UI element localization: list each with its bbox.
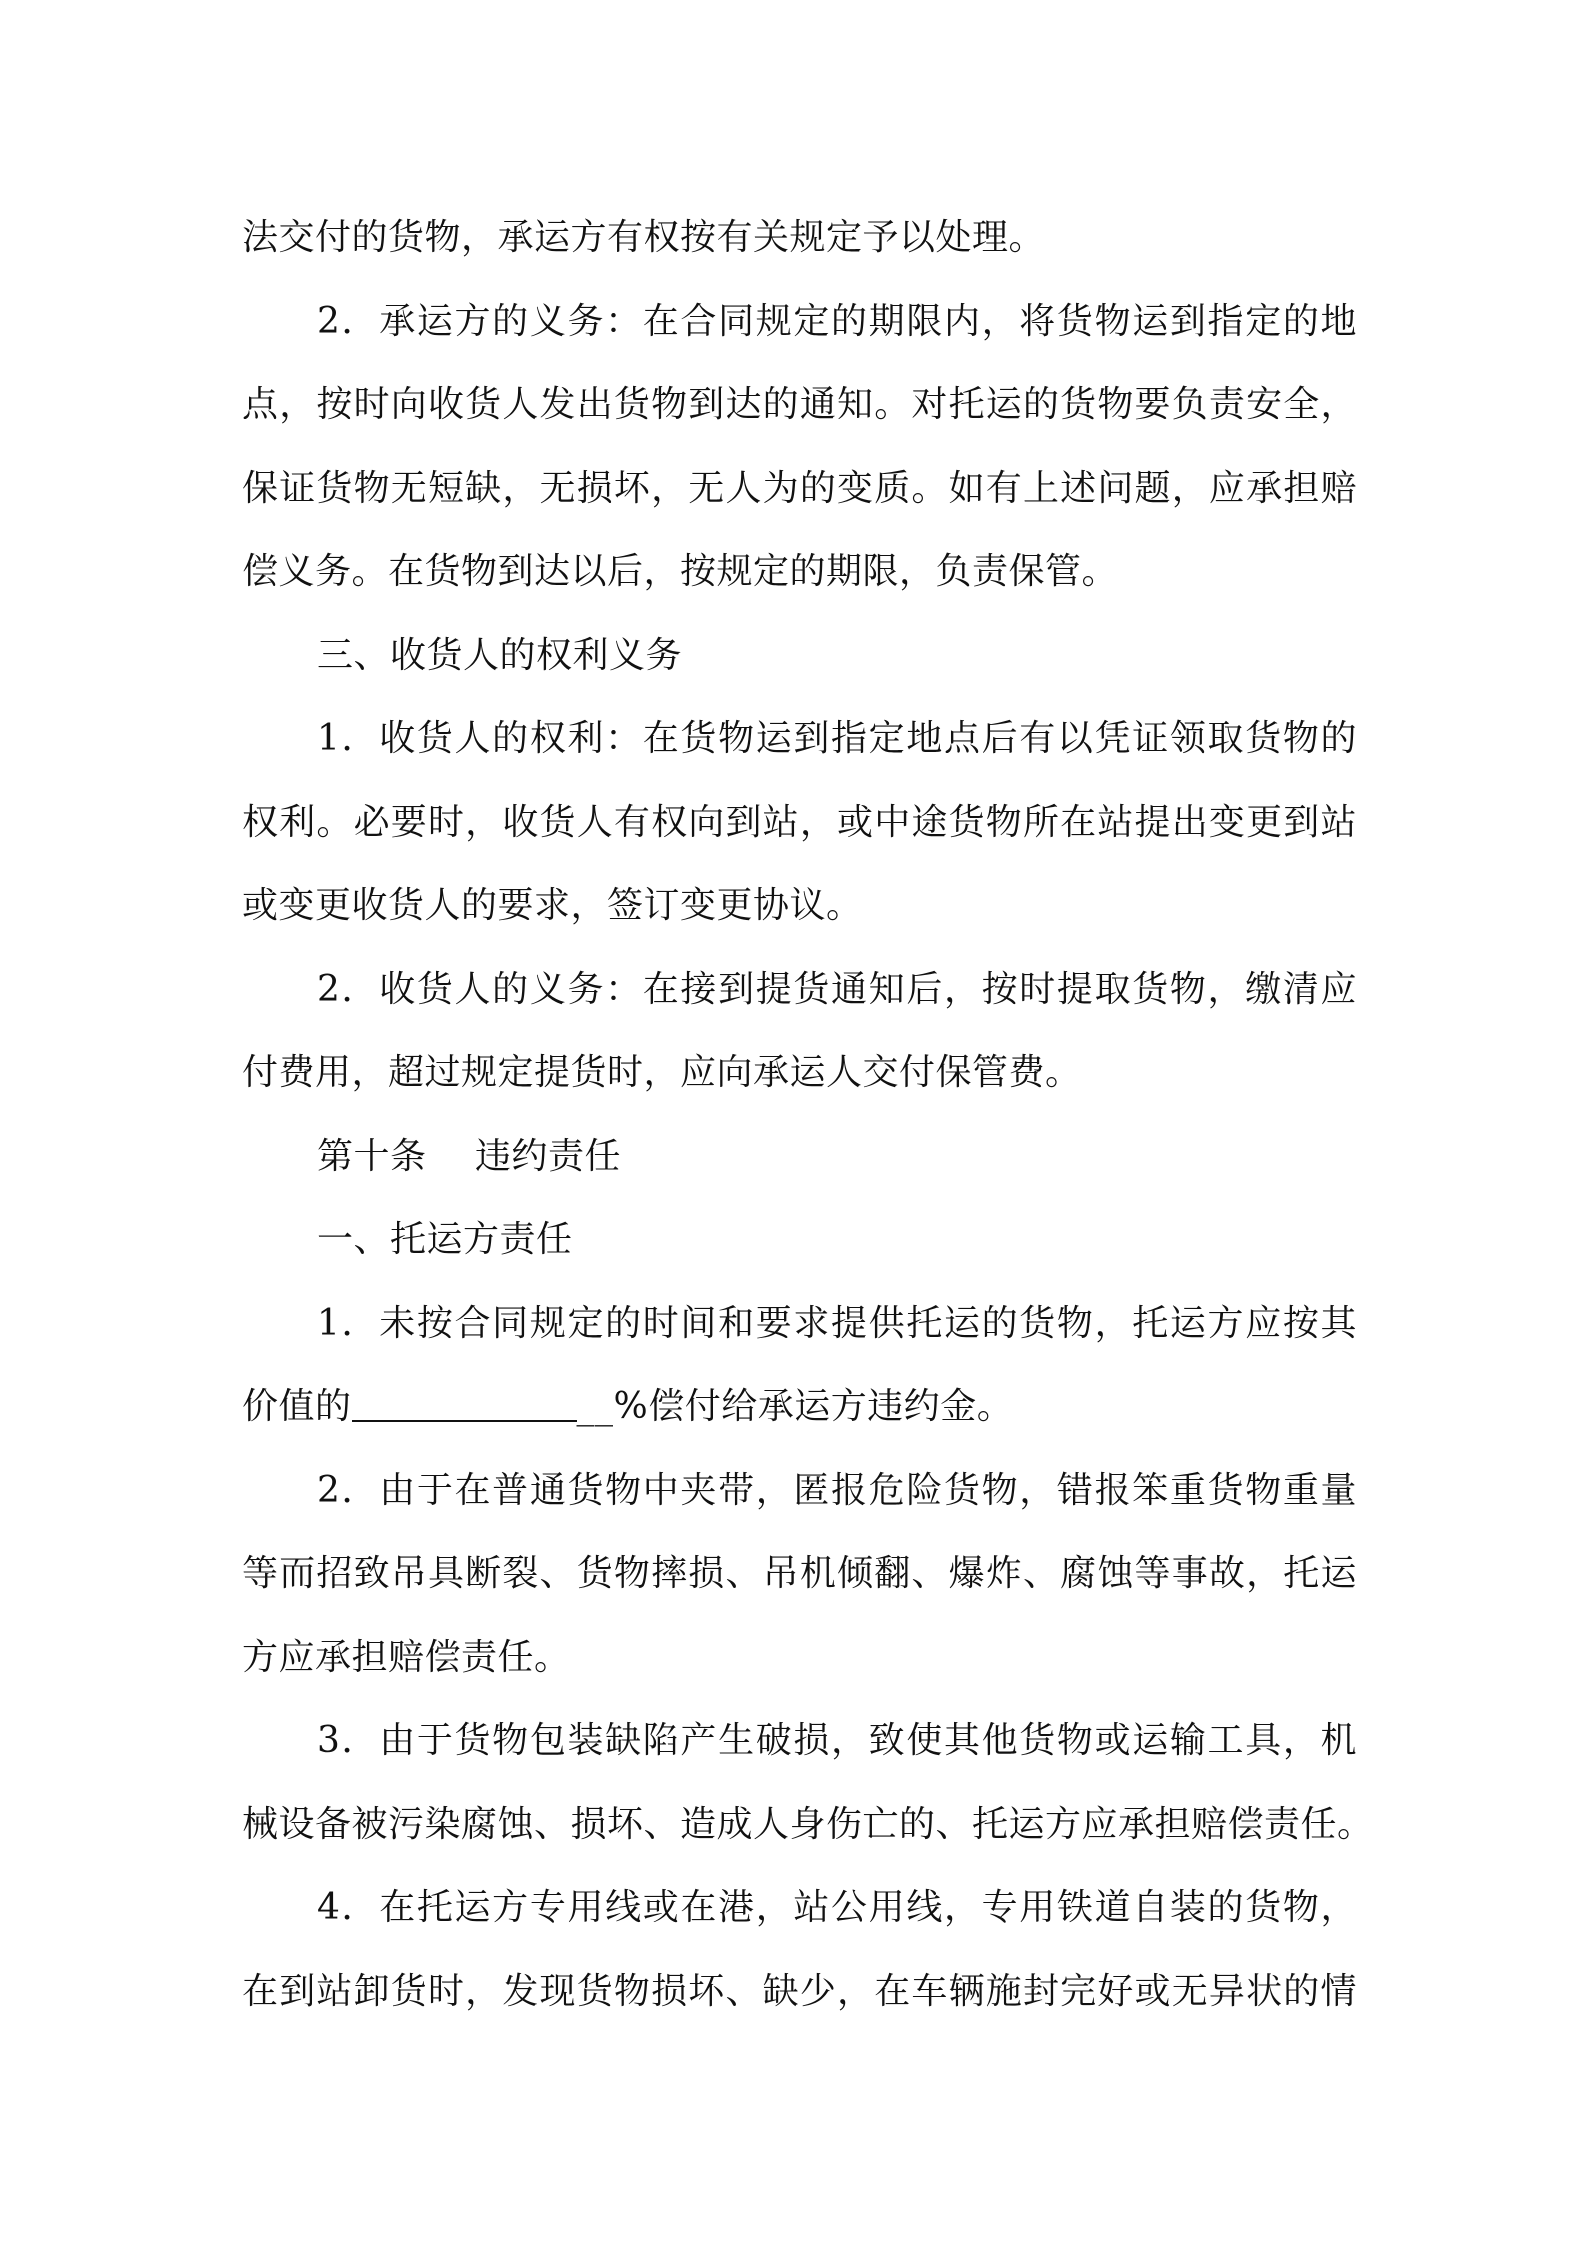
paragraph-line: 3．由于货物包装缺陷产生破损，致使其他货物或运输工具，机 (317, 1720, 1357, 1761)
paragraph-line-with-blank (242, 1365, 1357, 1449)
paragraph-line: 点，按时向收货人发出货物到达的通知。对托运的货物要负责安全， (242, 384, 1357, 425)
section-heading: 三、收货人的权利义务 (317, 634, 683, 676)
section-heading: 一、托运方责任 (317, 1219, 573, 1260)
fill-in-blank (352, 1384, 577, 1422)
paragraph-line: 付费用，超过规定提货时，应向承运人交付保管费。 (242, 1052, 1082, 1093)
paragraph-line: 保证货物无短缺，无损坏，无人为的变质。如有上述问题，应承担赔 (242, 467, 1357, 509)
paragraph-line: 械设备被污染腐蚀、损坏、造成人身伤亡的、托运方应承担赔偿责任。 (242, 1803, 1374, 1845)
paragraph-line: 偿义务。在货物到达以后，按规定的期限，负责保管。 (242, 551, 1119, 592)
article-heading: 第十条 违约责任 (317, 1135, 621, 1177)
paragraph-line: 权利。必要时，收货人有权向到站，或中途货物所在站提出变更到站 (242, 801, 1357, 843)
paragraph-line: 2．收货人的义务：在接到提货通知后，按时提取货物，缴清应 (317, 968, 1357, 1010)
paragraph-line: 或变更收货人的要求，签订变更协议。 (242, 885, 863, 926)
paragraph-line: 4．在托运方专用线或在港，站公用线，专用铁道自装的货物， (317, 1887, 1357, 1928)
line-text-after-blank: %偿付给承运方违约金。 (613, 1386, 1014, 1427)
document-body (242, 196, 1374, 2033)
paragraph-line: 1．未按合同规定的时间和要求提供托运的货物，托运方应按其 (317, 1302, 1357, 1344)
paragraph-line: 法交付的货物，承运方有权按有关规定予以处理。 (242, 217, 1046, 258)
blank-suffix: __ (576, 1386, 614, 1427)
line-text-before-blank: 价值的 (242, 1386, 352, 1427)
paragraph-line: 2．由于在普通货物中夹带，匿报危险货物，错报笨重货物重量 (317, 1469, 1357, 1511)
paragraph-line: 在到站卸货时，发现货物损坏、缺少，在车辆施封完好或无异状的情 (242, 1970, 1357, 2012)
paragraph-line: 1．收货人的权利：在货物运到指定地点后有以凭证领取货物的 (317, 718, 1357, 759)
paragraph-line: 方应承担赔偿责任。 (242, 1636, 571, 1678)
paragraph-line: 等而招致吊具断裂、货物摔损、吊机倾翻、爆炸、腐蚀等事故，托运 (242, 1553, 1357, 1594)
paragraph-line: 2．承运方的义务：在合同规定的期限内，将货物运到指定的地 (317, 300, 1357, 342)
